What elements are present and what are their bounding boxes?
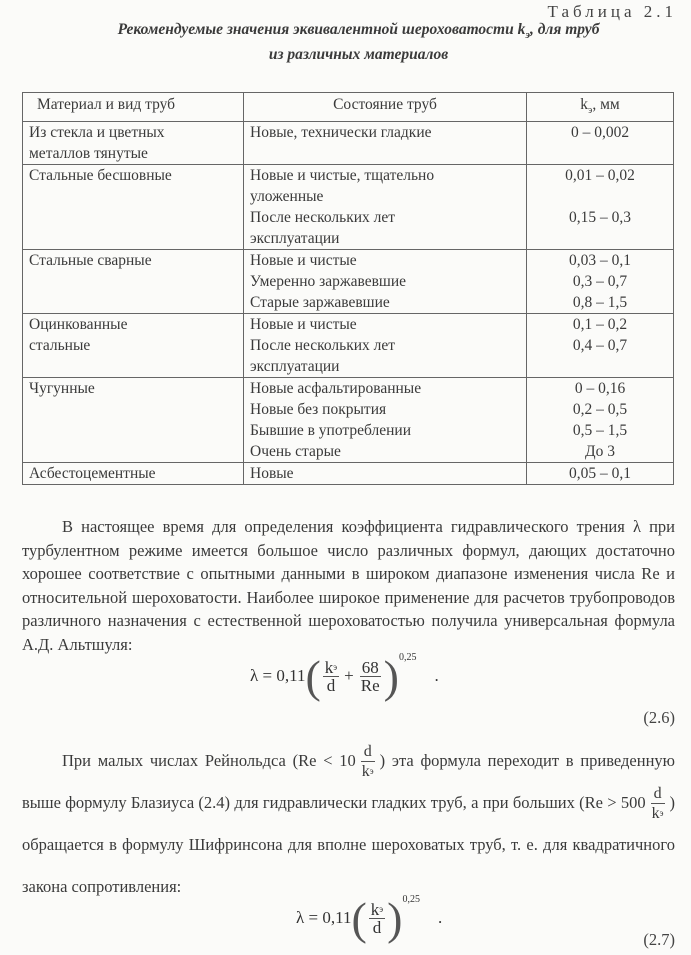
state-cell-line: эксплуатации [250, 230, 340, 248]
roughness-cell [527, 378, 674, 463]
inline-fraction-1: $\frac{d}{kэ}$ [361, 743, 374, 781]
roughness-value: 0,3 – 0,7 [572, 273, 628, 291]
state-cell [244, 314, 527, 378]
state-cell-line: Старые заржавевшие [250, 294, 390, 312]
material-cell-line: Стальные сварные [29, 252, 152, 270]
state-cell-line: Новые и чистые [250, 252, 357, 270]
state-cell-line: Новые без покрытия [250, 401, 387, 419]
material-cell [23, 463, 244, 485]
roughness-value: До 3 [585, 443, 615, 461]
material-cell [23, 165, 244, 250]
material-cell-line: Стальные бесшовные [29, 167, 172, 185]
material-cell [23, 378, 244, 463]
roughness-cell [527, 463, 674, 485]
state-cell-line: После нескольких лет [250, 209, 396, 227]
roughness-cell [527, 122, 674, 165]
table-row [23, 122, 674, 165]
header-material: Материал и вид труб [23, 93, 244, 122]
state-cell-line: Новые [250, 465, 294, 483]
material-cell-line: Из стекла и цветных [29, 124, 165, 142]
paragraph-reynolds: При малых числах Рейнольдса (Re < 10 $\frac{d}{kэ}$ ) эта формула переходит в приведенную выше формулу Блазиуса (2.4) для гидравлически гладких труб, а при больших (Re > 500 $\frac{d}{kэ}$ ) обращается в формулу Шифринсона для вполне шероховатых труб, т. е. для квадратичного закона сопротивления: [22, 743, 675, 896]
state-cell [244, 378, 527, 463]
formula-2-7: λ = 0,11( $\frac{kэ}{d}$ )$^{0,25}$. [296, 893, 443, 944]
table-row [23, 378, 674, 463]
state-cell-line: Новые асфальтированные [250, 380, 422, 398]
state-cell-line: Очень старые [250, 443, 341, 461]
table-title: Рекомендуемые значения эквивалентной шероховатости $k_э$, для труб из различных материалов [117, 21, 600, 64]
roughness-value: 0,8 – 1,5 [572, 294, 628, 312]
state-cell [244, 165, 527, 250]
state-cell-line: Бывшие в употреблении [250, 422, 411, 440]
roughness-table [22, 92, 674, 485]
state-cell-line: Умеренно заржавевшие [250, 273, 407, 291]
roughness-value: 0 – 0,16 [574, 380, 626, 398]
formula-2-6: λ = 0,11( $\frac{kэ}{d}$ + $\frac{68}{Re}$ )$^{0,25}$. [250, 651, 439, 702]
state-cell-line: Новые, технически гладкие [250, 124, 432, 142]
state-cell-line: эксплуатации [250, 358, 340, 376]
material-cell [23, 122, 244, 165]
header-state: Состояние труб [244, 93, 527, 122]
material-cell [23, 250, 244, 314]
table-number: Таблица 2.1 [547, 2, 677, 21]
state-cell-line: После нескольких лет [250, 337, 396, 355]
material-cell [23, 314, 244, 378]
table-header-row [23, 93, 674, 122]
state-cell [244, 250, 527, 314]
roughness-value: 0,05 – 0,1 [569, 465, 631, 483]
table-row [23, 314, 674, 378]
roughness-value: 0,03 – 0,1 [569, 252, 631, 270]
roughness-value: 0 – 0,002 [570, 124, 630, 142]
material-cell-line: стальные [29, 337, 91, 355]
roughness-cell [527, 165, 674, 250]
equation-number-2-7: (2.7) [643, 930, 675, 949]
equation-number-2-6: (2.6) [643, 708, 675, 727]
table-row [23, 463, 674, 485]
roughness-value: 0,5 – 1,5 [572, 422, 628, 440]
roughness-cell [527, 314, 674, 378]
state-cell [244, 122, 527, 165]
roughness-value: 0,4 – 0,7 [572, 337, 628, 355]
material-cell-line: Асбестоцементные [29, 465, 156, 483]
inline-fraction-2: $\frac{d}{kэ}$ [651, 785, 664, 823]
roughness-value: 0,1 – 0,2 [572, 316, 628, 334]
state-cell-line: уложенные [250, 188, 324, 206]
table-row [23, 250, 674, 314]
state-cell [244, 463, 527, 485]
state-cell-line: Новые и чистые [250, 316, 357, 334]
roughness-value: 0,01 – 0,02 [565, 167, 635, 185]
table-row [23, 165, 674, 250]
header-roughness: $k_э$, мм [527, 93, 674, 122]
roughness-value: 0,15 – 0,3 [569, 209, 631, 227]
paragraph-altshul: В настоящее время для определения коэффициента гидравлического трения λ при турбулентном режиме имеется большое число различных формул, дающих достаточно хорошее соответствие с опытными данными в широком диапазоне изменения числа Re и относительной шероховатости. Наиболее широкое применение для расчетов трубопроводов различного назначения с естественной шероховатостью получила универсальная формула А.Д. Альтшуля: [22, 517, 675, 654]
material-cell-line: Оцинкованные [29, 316, 128, 334]
material-cell-line: металлов тянутые [29, 145, 148, 163]
roughness-cell [527, 250, 674, 314]
state-cell-line: Новые и чистые, тщательно [250, 167, 435, 185]
roughness-value: 0,2 – 0,5 [572, 401, 628, 419]
material-cell-line: Чугунные [29, 380, 95, 398]
